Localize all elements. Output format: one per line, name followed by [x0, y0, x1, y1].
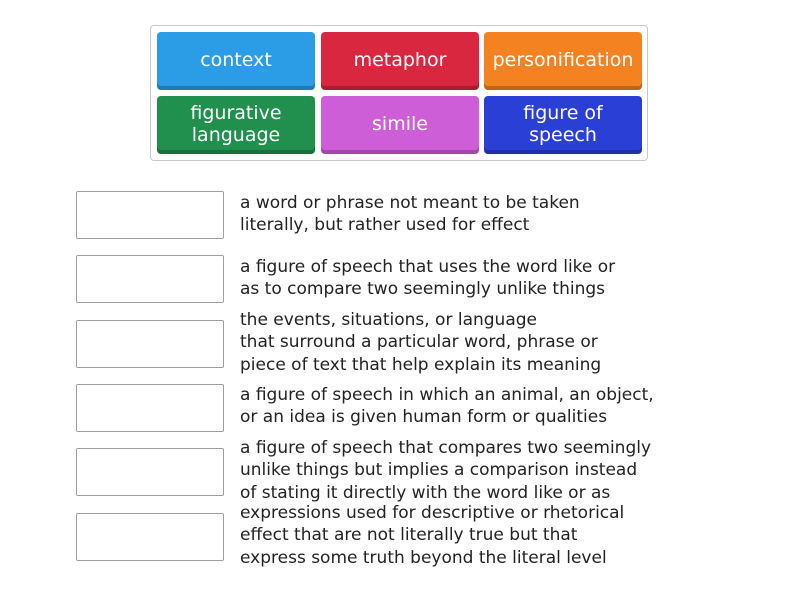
- answer-drop-box[interactable]: [76, 513, 224, 561]
- answer-drop-box[interactable]: [76, 320, 224, 368]
- answer-drop-box[interactable]: [76, 191, 224, 239]
- definition-text: expressions used for descriptive or rhetorical effect that are not literally true but that express some truth beyond the literal level: [240, 503, 625, 568]
- tile-personification[interactable]: personification: [484, 32, 642, 90]
- tile-metaphor[interactable]: metaphor: [321, 32, 479, 90]
- tile-context[interactable]: context: [157, 32, 315, 90]
- answer-drop-box[interactable]: [76, 255, 224, 303]
- tile-figurative-language[interactable]: figurative language: [157, 96, 315, 154]
- definition-text: a figure of speech that compares two seemingly unlike things but implies a comparison instead of stating it directly with the word like or as: [240, 438, 652, 503]
- definition-text: a figure of speech that uses the word like or as to compare two seemingly unlike things: [240, 257, 616, 300]
- answer-drop-box[interactable]: [76, 384, 224, 432]
- tile-simile[interactable]: simile: [321, 96, 479, 154]
- answer-tile-bank: [150, 25, 648, 161]
- definition-text: the events, situations, or language that surround a particular word, phrase or piece of text that help explain its meaning: [240, 310, 602, 375]
- definition-text: a figure of speech in which an animal, an object, or an idea is given human form or qualities: [240, 385, 654, 428]
- definition-text: a word or phrase not meant to be taken literally, but rather used for effect: [240, 193, 580, 236]
- tile-figure-of-speech[interactable]: figure of speech: [484, 96, 642, 154]
- answer-drop-box[interactable]: [76, 448, 224, 496]
